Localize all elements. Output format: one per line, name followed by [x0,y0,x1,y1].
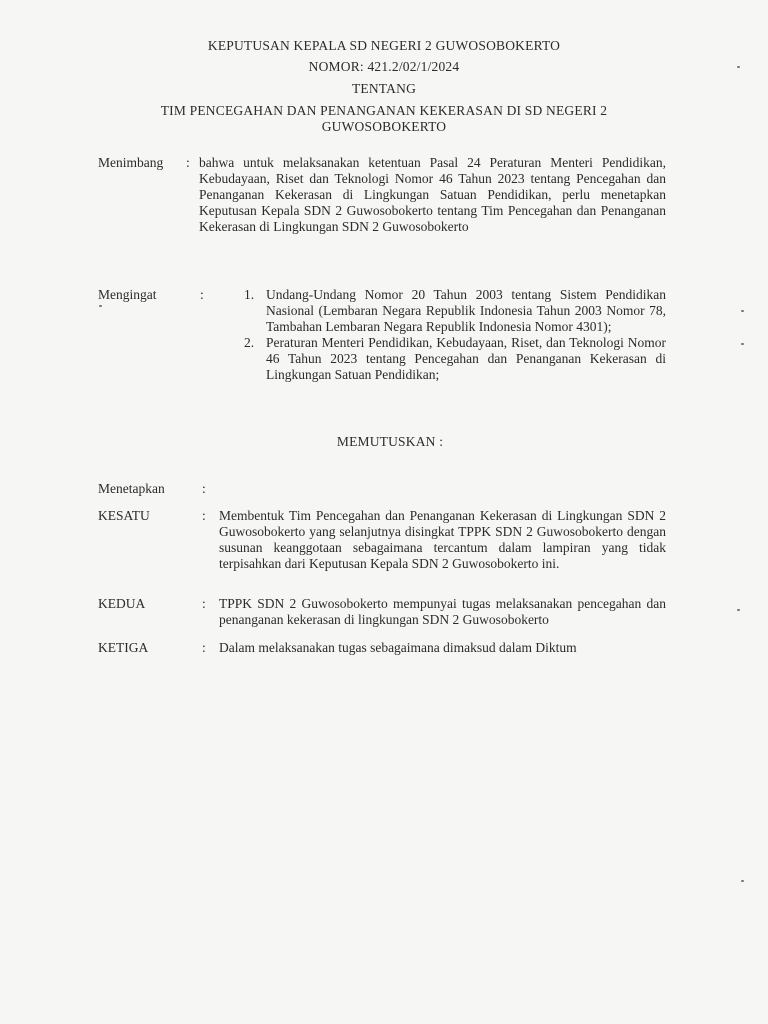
kesatu-label: KESATU [98,508,150,523]
mengingat-label: Mengingat [98,287,157,302]
menetapkan-label: Menetapkan [98,481,165,496]
list-item-text: Undang-Undang Nomor 20 Tahun 2003 tentang Sistem Pendidikan Nasional (Lembaran Negara Republik Indonesia Tahun 2003 Nomor 78, Tambahan Lembaran Negara Republik Indonesia Nomor 4301); [266,287,666,334]
subject-line-2: GUWOSOBOKERTO [321,119,447,134]
scan-speck [741,310,744,312]
scan-speck [741,343,744,345]
subject-line-1: TIM PENCEGAHAN DAN PENANGANAN KEKERASAN DI SD NEGERI 2 [160,103,608,118]
scan-speck [741,880,744,882]
memutuskan-heading: MEMUTUSKAN : [336,434,444,449]
kedua-label: KEDUA [98,596,146,611]
menetapkan-colon: : [202,481,206,496]
list-item-number: 1. [244,287,255,302]
kedua-text: TPPK SDN 2 Guwosobokerto mempunyai tugas melaksanakan pencegahan dan penanganan kekerasan di lingkungan SDN 2 Guwosobokerto [219,596,666,627]
kesatu-colon: : [202,508,206,523]
scan-speck [99,305,102,307]
about-heading: TENTANG [351,81,417,96]
kesatu-text: Membentuk Tim Pencegahan dan Penanganan Kekerasan di Lingkungan SDN 2 Guwosobokerto yang selanjutnya disingkat TPPK SDN 2 Guwosobokerto dengan susunan keanggotaan sebagaimana tercantum dalam lampiran yang tidak terpisahkan dari Keputusan Kepala SDN 2 Guwosobokerto ini. [219,508,666,571]
list-item-text: Peraturan Menteri Pendidikan, Kebudayaan, Riset, dan Teknologi Nomor 46 Tahun 2023 tentang Pencegahan dan Penanganan Kekerasan di Lingkungan Satuan Pendidikan; [266,335,666,382]
menimbang-label: Menimbang [98,155,164,170]
mengingat-colon: : [200,287,204,302]
scan-speck [737,609,740,611]
mengingat-list [244,287,666,383]
ketiga-colon: : [202,640,206,655]
menimbang-colon: : [186,155,190,170]
document-title: KEPUTUSAN KEPALA SD NEGERI 2 GUWOSOBOKERTO [207,38,561,53]
menimbang-text [199,155,666,235]
ketiga-label: KETIGA [98,640,149,655]
document-number: NOMOR: 421.2/02/1/2024 [308,59,460,74]
ketiga-text: Dalam melaksanakan tugas sebagaimana dimaksud dalam Diktum [219,640,577,655]
list-item-number: 2. [244,335,255,350]
list-item [244,287,666,335]
list-item [244,335,666,383]
kedua-colon: : [202,596,206,611]
menimbang-text-content: bahwa untuk melaksanakan ketentuan Pasal 24 Peraturan Menteri Pendidikan, Kebudayaan, Riset dan Teknologi Nomor 46 Tahun 2023 tentang Pencegahan dan Penanganan Kekerasan di Lingkungan Satuan Pendidikan, perlu menetapkan Keputusan Kepala SDN 2 Guwosobokerto tentang Tim Pencegahan dan Penanganan Kekerasan di Lingkungan SDN 2 Guwosobokerto [199,155,666,234]
